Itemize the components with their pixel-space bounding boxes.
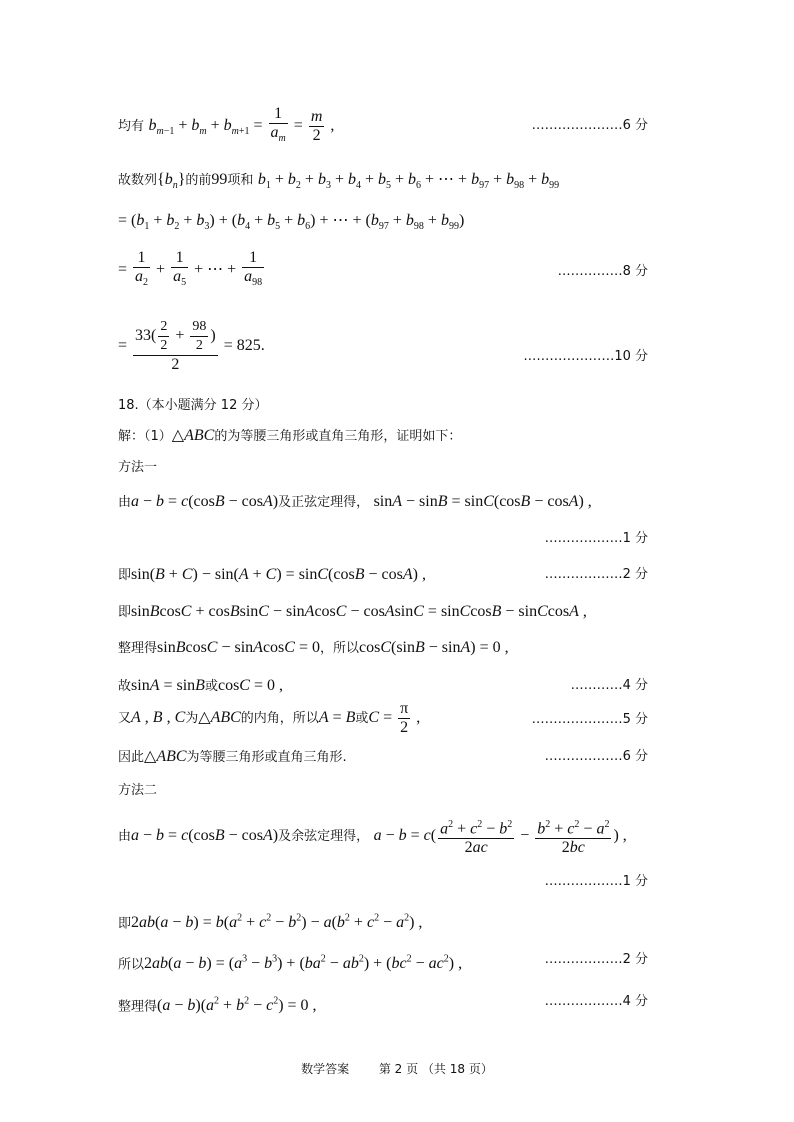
score-mark: …………………10 分 bbox=[523, 349, 648, 364]
footer-subject: 数学答案 bbox=[301, 1062, 350, 1076]
m1-line-e: 故sinA = sinB或cosC = 0 , bbox=[118, 677, 283, 694]
m2-line-a: 由a − b = c(cosB − cosA)及余弦定理得， a − b = c( $\frac{a^2 + c^2 - b^2}{2ac}$ − $\frac{b^2 + c^2 - a^2}{2bc}$ ) , bbox=[118, 814, 627, 859]
score-mark: ……………8 分 bbox=[557, 264, 648, 279]
m1-line-a: 由a − b = c(cosB − cosA)及正弦定理得， sinA − sinB = sinC(cosB − cosA) , bbox=[118, 493, 592, 510]
m1-line-g: 因此△ABC为等腰三角形或直角三角形. bbox=[118, 748, 347, 765]
m2-line-d: 整理得$(a - b)(a^2 + b^2 - c^2) = 0$ , bbox=[118, 996, 317, 1015]
footer-page-number: 第 2 页 （共 18 页） bbox=[378, 1062, 493, 1076]
line-1: 均有 $b_{m-1} + b_m + b_{m+1}$ = $\frac{1}{a_m}$ = $\frac{m}{2}$ , bbox=[118, 104, 335, 144]
line-2: 故数列$\{b_n\}$的前99项和 $b_1 + b_2 + b_3 + b_4 + b_5 + b_6$ + ⋯ + $b_{97} + b_{98} + b_{99}$ bbox=[118, 171, 560, 192]
m1-line-c: 即sinBcosC + cosBsinC − sinAcosC − cosAsinC = sinCcosB − sinCcosA , bbox=[118, 603, 587, 620]
score-mark: ………………1 分 bbox=[544, 531, 648, 546]
m1-line-d: 整理得sinBcosC − sinAcosC = 0，所以cosC(sinB − sinA) = 0 , bbox=[118, 639, 509, 656]
m1-line-f: 又A , B , C为△ABC的内角，所以A = B或C = $\frac{\pi}{2}$ , bbox=[118, 699, 421, 736]
score-mark: ………………4 分 bbox=[544, 994, 648, 1009]
line-4: = $\frac{1}{a_2}$ + $\frac{1}{a_5}$ + ⋯ + $\frac{1}{a_{98}}$ bbox=[118, 248, 263, 288]
m2-line-c: 所以$2ab(a - b) = (a^3 - b^3) + (ba^2 - ab^2) + (bc^2 - ac^2)$ , bbox=[118, 954, 463, 973]
score-mark: ………………6 分 bbox=[544, 749, 648, 764]
score-mark: …………………5 分 bbox=[531, 712, 648, 727]
result-value: 825. bbox=[236, 337, 265, 354]
line-5: = 33( $\frac{2}{2}$ + $\frac{98}{2}$ ) 2 = 825. bbox=[118, 319, 265, 374]
page-footer bbox=[0, 1060, 794, 1077]
m2-line-b: 即$2ab(a - b) = b(a^2 + c^2 - b^2) - a(b^2 + c^2 - a^2)$ , bbox=[118, 913, 423, 932]
formula: $b_{m-1} + b_m + b_{m+1}$ = $\frac{1}{a_m}$ = $\frac{m}{2}$ , bbox=[148, 104, 335, 144]
method-1-heading: 方法一 bbox=[118, 460, 158, 475]
score-mark: ………………2 分 bbox=[544, 567, 648, 582]
line-3: = $(b_1 + b_2 + b_3) + (b_4 + b_5 + b_6)$ + ⋯ + $(b_{97} + b_{98} + b_{99})$ bbox=[118, 212, 465, 233]
solution-intro: 解：（1）△ABC的为等腰三角形或直角三角形，证明如下： bbox=[118, 427, 462, 444]
m1-line-b: 即sin(B + C) − sin(A + C) = sinC(cosB − cosA) , bbox=[118, 566, 426, 583]
score-mark: …………………6 分 bbox=[531, 118, 648, 133]
score-mark: …………4 分 bbox=[570, 678, 648, 693]
method-2-heading: 方法二 bbox=[118, 783, 158, 798]
question-18-title: 18.（本小题满分 12 分） bbox=[118, 398, 268, 413]
score-mark: ………………2 分 bbox=[544, 952, 648, 967]
score-mark: ………………1 分 bbox=[544, 874, 648, 889]
